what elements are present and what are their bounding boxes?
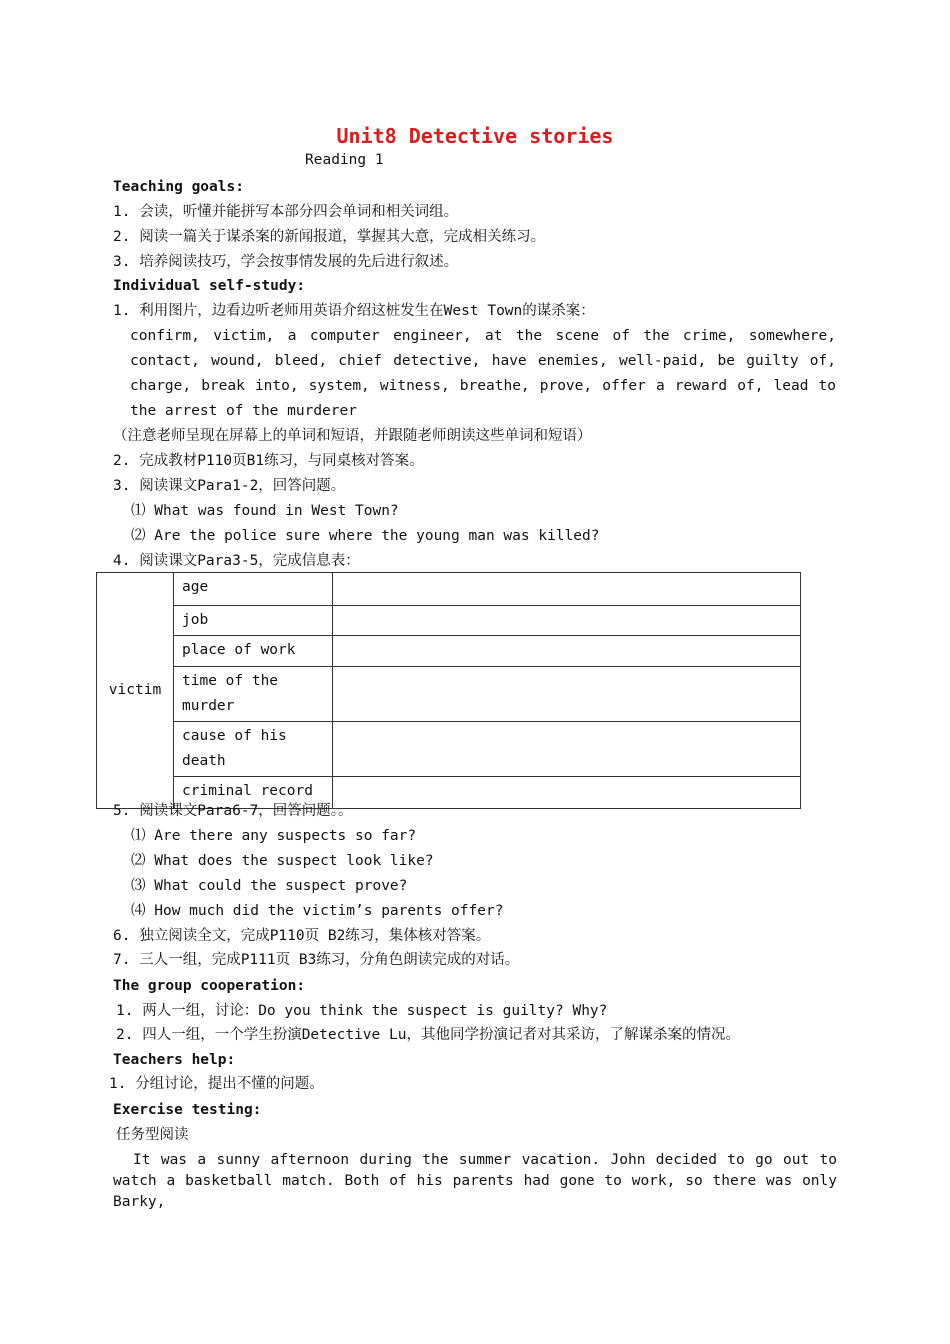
table-row-label: age [174,573,333,606]
group-heading: The group cooperation: [113,978,306,994]
self-study-item-1: 1. 利用图片，边看边听老师用英语介绍这桩发生在West Town的谋杀案： [113,303,595,319]
answer-cell[interactable] [333,667,801,722]
table-row-label: place of work [174,636,333,667]
self-study-heading: Individual self-study: [113,278,306,294]
answer-cell[interactable] [333,606,801,636]
answer-cell[interactable] [333,636,801,667]
self-study-item-2: 2. 完成教材P110页B1练习，与同桌核对答案。 [113,453,424,469]
self-study-item-6: 6. 独立阅读全文，完成P110页 B2练习，集体核对答案。 [113,928,491,944]
vocab-list: confirm, victim, a computer engineer, at the scene of the crime, somewhere, contact, wound, bleed, chief detective, have enemies, well-paid, be guilty of, charge, break into, system, witness, breathe, prove, offer a reward of, lead to the arrest of the murderer [130,328,836,419]
self-study-item-3: 3. 阅读课文Para1-2，回答问题。 [113,478,346,494]
teachers-item: 1. 分组讨论，提出不懂的问题。 [109,1076,324,1092]
self-study-item-7: 7. 三人一组，完成P111页 B3练习，分角色朗读完成的对话。 [113,952,520,968]
vocab-block [130,324,836,424]
self-study-note: （注意老师呈现在屏幕上的单词和短语，并跟随老师朗读这些单词和短语） [113,428,592,444]
group-item: 2. 四人一组，一个学生扮演Detective Lu，其他同学扮演记者对其采访，了解谋杀案的情况。 [116,1027,740,1043]
goal-item: 3. 培养阅读技巧，学会按事情发展的先后进行叙述。 [113,254,459,270]
goal-item: 2. 阅读一篇关于谋杀案的新闻报道，掌握其大意，完成相关练习。 [113,229,546,245]
goal-item: 1. 会读，听懂并能拼写本部分四会单词和相关词组。 [113,204,459,220]
group-item: 1. 两人一组，讨论：Do you think the suspect is guilty? Why? [116,1003,608,1019]
question: ⑷ How much did the victim’s parents offer? [131,903,504,919]
teachers-heading: Teachers help: [113,1052,236,1068]
answer-cell[interactable] [333,722,801,777]
exercise-subheading: 任务型阅读 [116,1127,189,1143]
answer-cell[interactable] [333,573,801,606]
question: ⑴ What was found in West Town? [131,503,399,519]
question: ⑶ What could the suspect prove? [131,878,408,894]
teaching-goals-heading: Teaching goals: [113,179,244,195]
table-row-label: criminal record [174,777,333,809]
table-row-label: time of the murder [174,667,333,722]
answer-cell[interactable] [333,777,801,809]
table-row-label: job [174,606,333,636]
self-study-item-5: 5. 阅读课文Para6-7，回答问题。。 [113,803,353,819]
question: ⑵ Are the police sure where the young man was killed? [131,528,600,544]
victim-info-table [96,572,801,809]
document-subtitle: Reading 1 [305,152,384,168]
question: ⑴ Are there any suspects so far? [131,828,417,844]
victim-header-cell: victim [97,573,174,809]
document-title: Unit8 Detective stories [336,124,614,148]
self-study-item-4: 4. 阅读课文Para3-5，完成信息表： [113,553,360,569]
question: ⑵ What does the suspect look like? [131,853,434,869]
exercise-passage: It was a sunny afternoon during the summer vacation. John decided to go out to watch a basketball match. Both of his parents had gone to work, so there was only Barky, [113,1152,837,1210]
exercise-heading: Exercise testing: [113,1102,262,1118]
table-row-label: cause of his death [174,722,333,777]
